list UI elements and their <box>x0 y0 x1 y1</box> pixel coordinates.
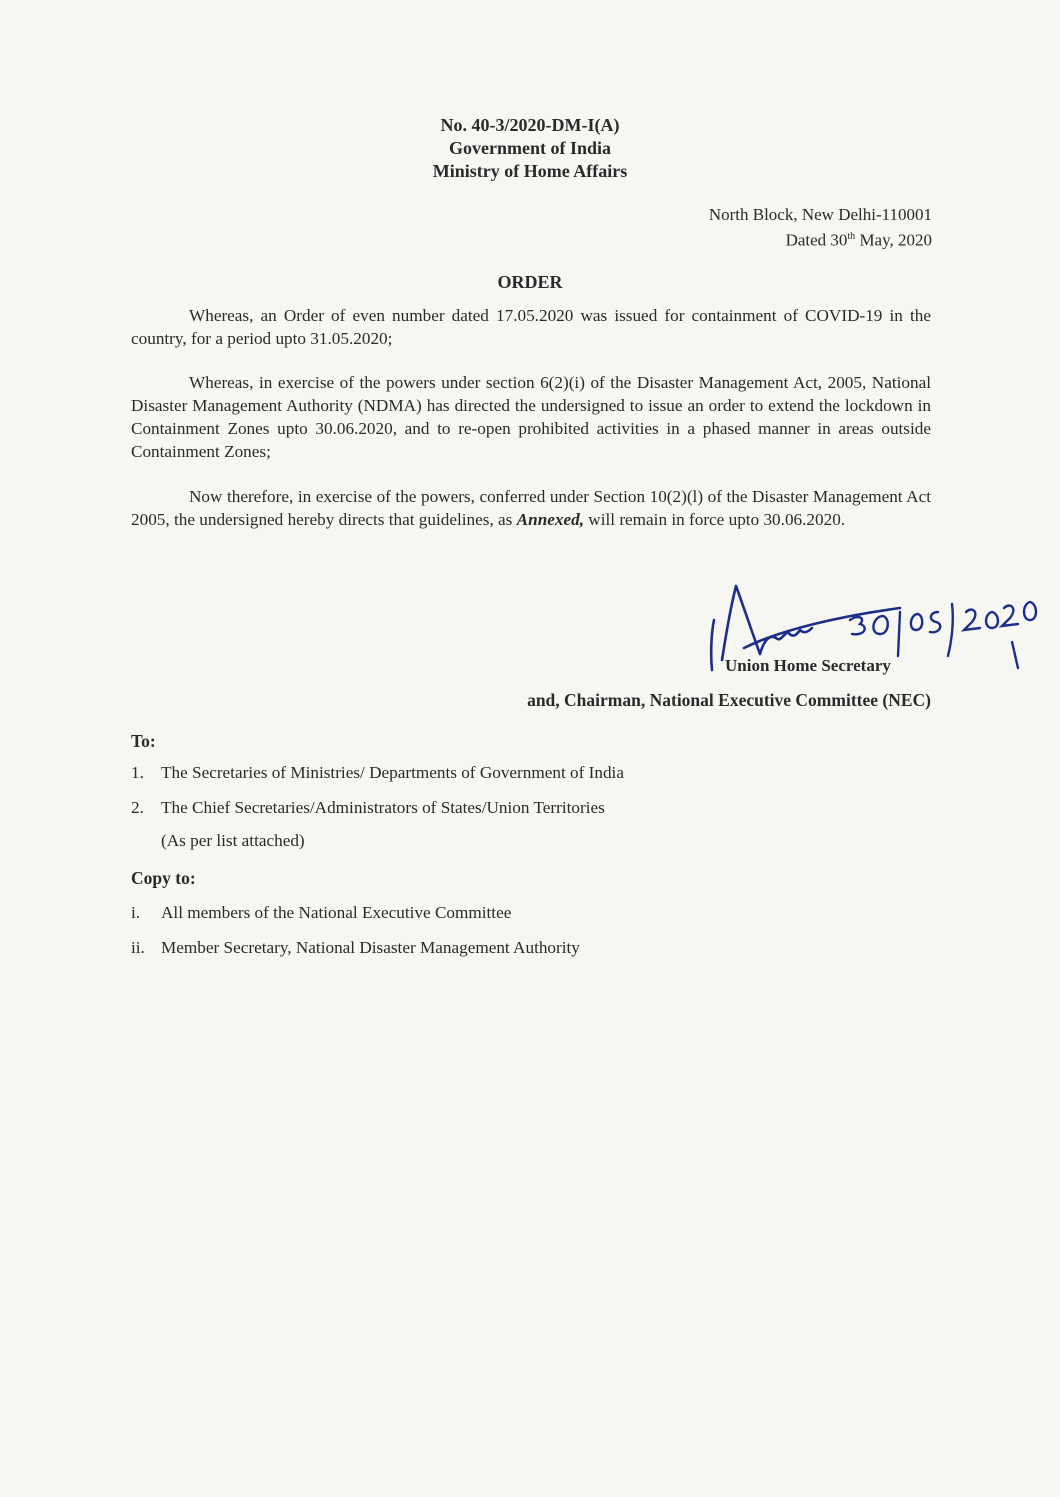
copy-to-item-1: i. All members of the National Executive Committee <box>131 903 512 922</box>
copy-to-item-2: ii. Member Secretary, National Disaster Management Authority <box>131 938 580 957</box>
to-item-2: 2. The Chief Secretaries/Administrators of States/Union Territories <box>131 798 605 817</box>
paragraph-1: Whereas, an Order of even number dated 17.05.2020 was issued for containment of COVID-19 in the country, for a period upto 31.05.2020; <box>131 306 931 348</box>
paragraph-2: Whereas, in exercise of the powers under section 6(2)(i) of the Disaster Management Act, 2005, National Disaster Management Authority (NDMA) has directed the undersigned to issue an order to extend the lockdown in Containment Zones upto 30.06.2020, and to re-open prohibited activities in a phased manner in areas outside Containment Zones; <box>131 373 931 461</box>
copy-to-label: Copy to: <box>131 868 196 888</box>
office-location: North Block, New Delhi-110001 <box>708 205 932 224</box>
reference-number: No. 40-3/2020-DM-I(A) <box>440 115 620 135</box>
to-note: (As per list attached) <box>161 831 305 850</box>
to-item-1: 1. The Secretaries of Ministries/ Departments of Government of India <box>131 763 624 782</box>
paragraph-3: Now therefore, in exercise of the powers, conferred under Section 10(2)(l) of the Disaster Management Act 2005, the undersigned hereby directs that guidelines, as Annexed, will remain in force upto 30.06.2020. <box>131 487 931 529</box>
order-title: ORDER <box>497 272 563 292</box>
government-heading: Government of India <box>449 138 611 158</box>
address-block <box>709 204 932 252</box>
signatory-title: Union Home Secretary <box>725 656 891 675</box>
signatory-chairman: and, Chairman, National Executive Committee (NEC) <box>527 690 931 710</box>
ministry-heading: Ministry of Home Affairs <box>432 161 628 181</box>
to-label: To: <box>131 731 156 751</box>
order-date: Dated 30th May, 2020 <box>785 230 932 250</box>
